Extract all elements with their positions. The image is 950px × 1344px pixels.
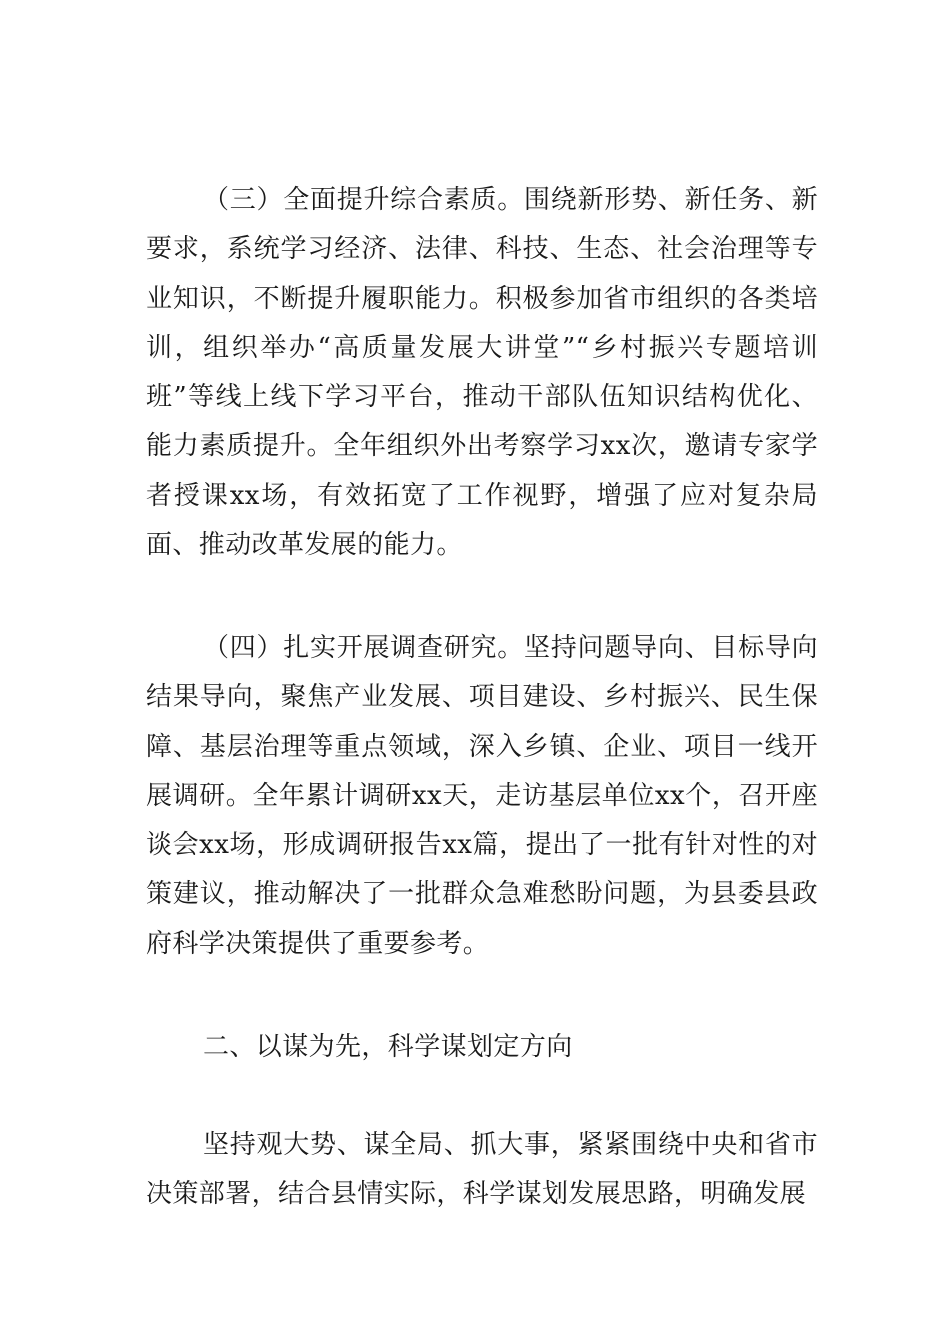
- section-heading: 二、以谋为先，科学谋划定方向: [203, 1032, 573, 1062]
- paragraph-comprehensive-quality: （三）全面提升综合素质。围绕新形势、新任务、新要求，系统学习经济、法律、科技、生态、社会治理等专业知识，不断提升履职能力。积极参加省市组织的各类培训，组织举办“高质量发展大讲堂”“乡村振兴专题培训班”等线上线下学习平台，推动干部队伍知识结构优化、能力素质提升。全年组织外出考察学习xx次，邀请专家学者授课xx场，有效拓宽了工作视野，增强了应对复杂局面、推动改革发展的能力。: [146, 185, 818, 561]
- paragraph-planning-direction: 坚持观大势、谋全局、抓大事，紧紧围绕中央和省市决策部署，结合县情实际，科学谋划发展思路，明确发展: [146, 1130, 818, 1210]
- paragraph-investigation-research: （四）扎实开展调查研究。坚持问题导向、目标导向结果导向，聚焦产业发展、项目建设、乡村振兴、民生保障、基层治理等重点领域，深入乡镇、企业、项目一线开展调研。全年累计调研xx天，走访基层单位xx个，召开座谈会xx场，形成调研报告xx篇，提出了一批有针对性的对策建议，推动解决了一批群众急难愁盼问题，为县委县政府科学决策提供了重要参考。: [146, 633, 818, 959]
